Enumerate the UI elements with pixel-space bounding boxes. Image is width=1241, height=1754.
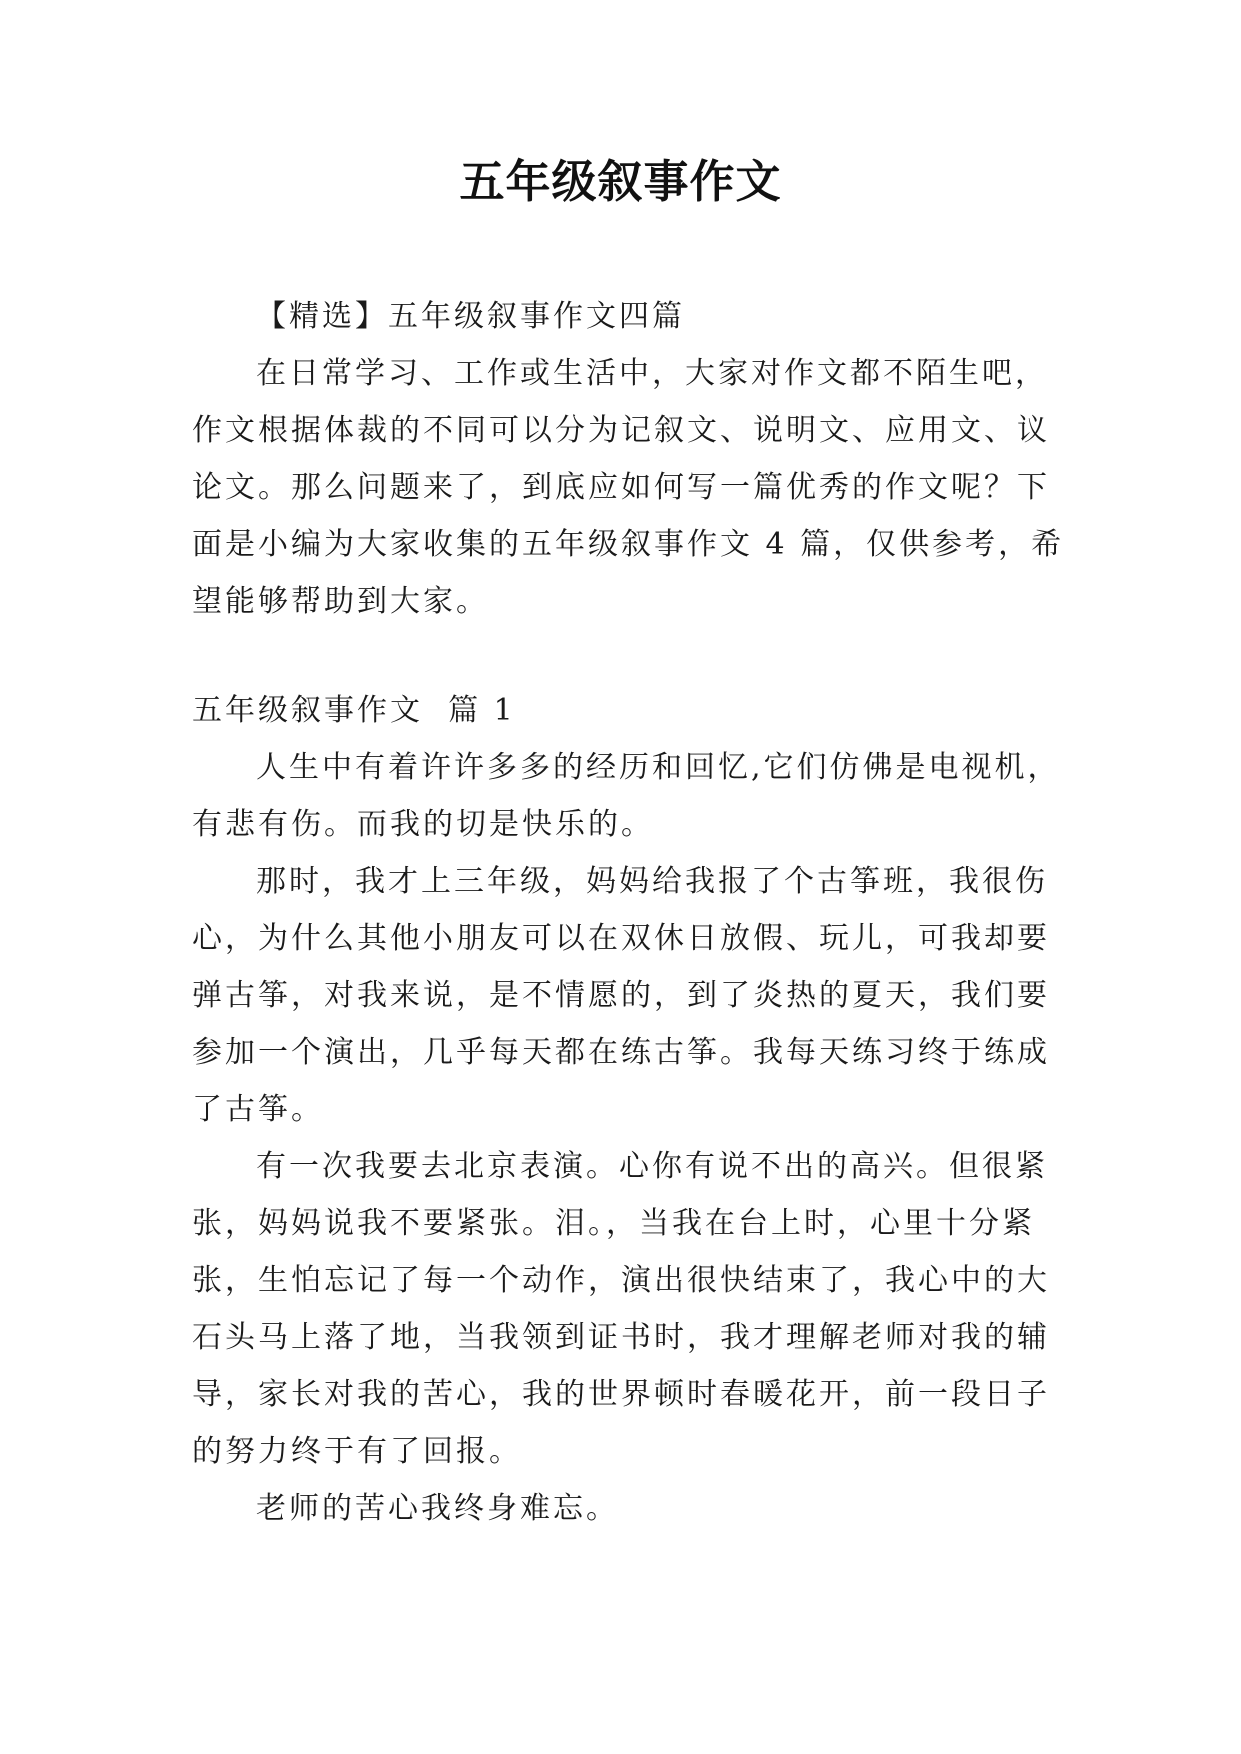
paragraph-line: 老师的苦心我终身难忘。: [256, 1491, 619, 1526]
paragraph-line: 石头马上落了地，当我领到证书时，我才理解老师对我的辅: [192, 1320, 1050, 1355]
paragraph-line: 了古筝。: [192, 1092, 324, 1127]
paragraph-line: 参加一个演出，几乎每天都在练古筝。我每天练习终于练成: [192, 1035, 1050, 1070]
paragraph-line: 张，生怕忘记了每一个动作，演出很快结束了，我心中的大: [192, 1263, 1050, 1298]
document-title: 五年级叙事作文: [459, 155, 782, 208]
intro-line: 望能够帮助到大家。: [192, 584, 489, 619]
story-paragraph-3: [192, 1138, 1062, 1480]
intro-line: 论文。那么问题来了，到底应如何写一篇优秀的作文呢？下: [192, 470, 1050, 505]
paragraph-line: 人生中有着许许多多的经历和回忆,它们仿佛是电视机，: [256, 750, 1061, 785]
paragraph-line: 弹古筝，对我来说，是不情愿的，到了炎热的夏天，我们要: [192, 978, 1050, 1013]
paragraph-line: 张，妈妈说我不要紧张。泪。，当我在台上时，心里十分紧: [192, 1206, 1035, 1241]
intro-line: 作文根据体裁的不同可以分为记叙文、说明文、应用文、议: [192, 413, 1050, 448]
paragraph-line: 的努力终于有了回报。: [192, 1434, 522, 1469]
story-paragraph-2: [192, 853, 1062, 1138]
document-body: [192, 288, 1065, 1537]
paragraph-line: 心，为什么其他小朋友可以在双休日放假、玩儿，可我却要: [192, 921, 1050, 956]
story-paragraph-1: [192, 739, 1062, 853]
intro-line: 在日常学习、工作或生活中，大家对作文都不陌生吧，: [256, 356, 1048, 391]
paragraph-line: 导，家长对我的苦心，我的世界顿时春暖花开，前一段日子: [192, 1377, 1050, 1412]
story-paragraph-4: [192, 1480, 1062, 1537]
paragraph-line: 有一次我要去北京表演。心你有说不出的高兴。但很紧: [256, 1149, 1048, 1184]
subtitle: 【精选】五年级叙事作文四篇: [256, 299, 685, 334]
section-heading: 五年级叙事作文 篇 1: [192, 693, 516, 728]
intro-paragraph: [192, 345, 1065, 630]
paragraph-line: 那时，我才上三年级，妈妈给我报了个古筝班，我很伤: [256, 864, 1048, 899]
intro-line: 面是小编为大家收集的五年级叙事作文 4 篇，仅供参考，希: [192, 527, 1065, 562]
paragraph-line: 有悲有伤。而我的切是快乐的。: [192, 807, 654, 842]
section-spacer: [192, 630, 1062, 682]
